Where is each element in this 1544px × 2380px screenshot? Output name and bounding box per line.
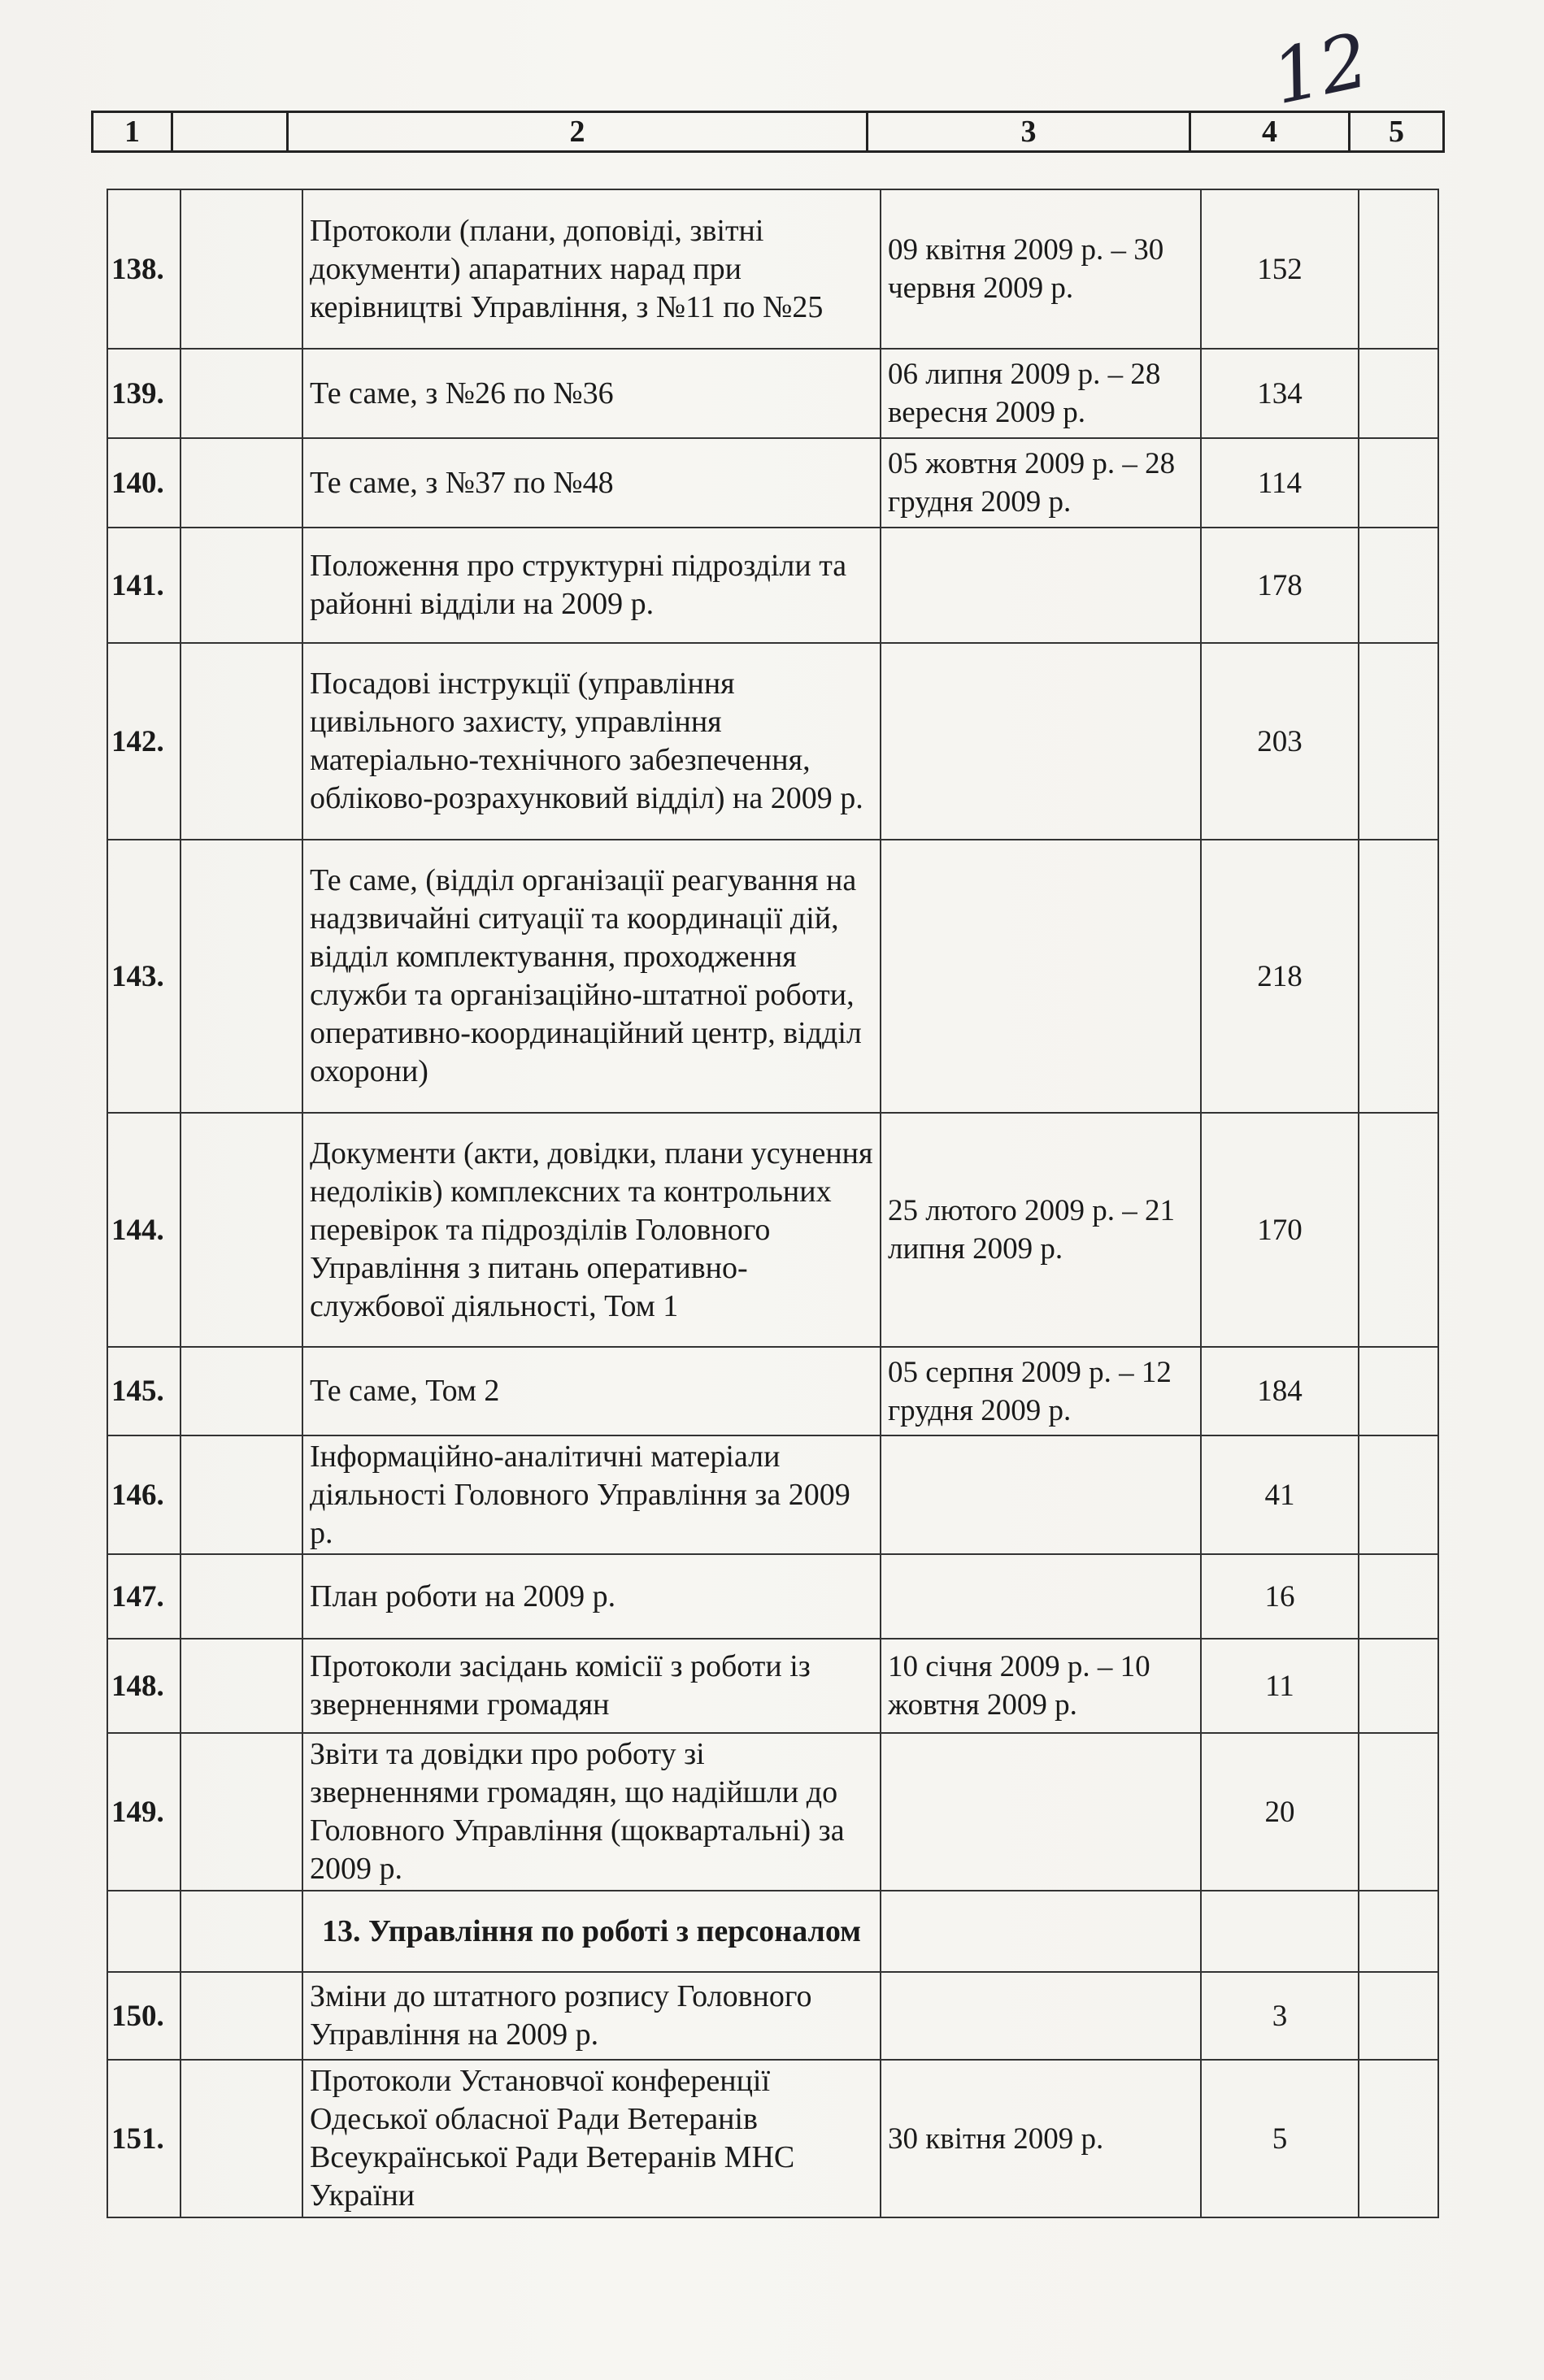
row-number: 139.: [107, 349, 180, 438]
row-number: 148.: [107, 1639, 180, 1733]
row-dates: 30 квітня 2009 р.: [881, 2060, 1201, 2217]
index-cell: [180, 528, 302, 643]
header-col-2: 2: [288, 112, 868, 152]
index-cell: [180, 840, 302, 1113]
row-number: 145.: [107, 1347, 180, 1435]
row-title: Посадові інструкції (управління цивільного захисту, управління матеріально-технічного забезпечення, обліково-розрахунковий відділ) на 2009 р.: [302, 643, 881, 840]
row-dates: 06 липня 2009 р. – 28 вересня 2009 р.: [881, 349, 1201, 438]
section-title: 13. Управління по роботі з персоналом: [302, 1891, 881, 1972]
row-title: Протоколи Установчої конференції Одеської обласної Ради Ветеранів Всеукраїнської Ради Ветеранів МНС України: [302, 2060, 881, 2217]
row-note: [1359, 643, 1438, 840]
section-empty-cell: [881, 1891, 1201, 1972]
row-note: [1359, 1113, 1438, 1347]
row-dates: [881, 1972, 1201, 2060]
section-header-row: [107, 1891, 1438, 1972]
row-dates: 05 жовтня 2009 р. – 28 грудня 2009 р.: [881, 438, 1201, 528]
file-list-table: [107, 189, 1439, 2218]
row-sheets: 184: [1201, 1347, 1359, 1435]
section-empty-cell: [1359, 1891, 1438, 1972]
row-dates: [881, 643, 1201, 840]
row-note: [1359, 1639, 1438, 1733]
table-row: [107, 1435, 1438, 1554]
row-number: 151.: [107, 2060, 180, 2217]
table-row: [107, 643, 1438, 840]
index-cell: [180, 1733, 302, 1891]
header-col-1: 1: [93, 112, 172, 152]
index-cell: [180, 438, 302, 528]
row-note: [1359, 1435, 1438, 1554]
row-sheets: 41: [1201, 1435, 1359, 1554]
row-dates: [881, 1554, 1201, 1639]
row-title: Те саме, з №26 по №36: [302, 349, 881, 438]
row-title: Протоколи (плани, доповіді, звітні документи) апаратних нарад при керівництві Управління, з №11 по №25: [302, 189, 881, 349]
index-cell: [180, 2060, 302, 2217]
row-dates: 05 серпня 2009 р. – 12 грудня 2009 р.: [881, 1347, 1201, 1435]
section-num-cell: [107, 1891, 180, 1972]
index-cell: [180, 1113, 302, 1347]
table-row: [107, 1733, 1438, 1891]
table-row: [107, 2060, 1438, 2217]
row-number: 150.: [107, 1972, 180, 2060]
row-sheets: 16: [1201, 1554, 1359, 1639]
row-note: [1359, 349, 1438, 438]
row-sheets: 218: [1201, 840, 1359, 1113]
row-number: 140.: [107, 438, 180, 528]
index-cell: [180, 643, 302, 840]
row-title: Зміни до штатного розпису Головного Управління на 2009 р.: [302, 1972, 881, 2060]
index-cell: [180, 1972, 302, 2060]
index-cell: [180, 1435, 302, 1554]
table-row: [107, 189, 1438, 349]
row-sheets: 178: [1201, 528, 1359, 643]
row-note: [1359, 1733, 1438, 1891]
index-cell: [180, 1891, 302, 1972]
row-title: Те саме, Том 2: [302, 1347, 881, 1435]
row-sheets: 203: [1201, 643, 1359, 840]
row-dates: 09 квітня 2009 р. – 30 червня 2009 р.: [881, 189, 1201, 349]
row-dates: [881, 1733, 1201, 1891]
row-note: [1359, 528, 1438, 643]
table-row: [107, 438, 1438, 528]
row-title: Звіти та довідки про роботу зі зверненнями громадян, що надійшли до Головного Управління (щоквартальні) за 2009 р.: [302, 1733, 881, 1891]
row-note: [1359, 189, 1438, 349]
row-number: 142.: [107, 643, 180, 840]
handwritten-page-number: 12: [1264, 16, 1377, 122]
row-number: 144.: [107, 1113, 180, 1347]
row-number: 147.: [107, 1554, 180, 1639]
index-cell: [180, 1347, 302, 1435]
index-cell: [180, 189, 302, 349]
index-cell: [180, 1554, 302, 1639]
row-note: [1359, 1347, 1438, 1435]
header-empty-cell: [172, 112, 288, 152]
row-title: Положення про структурні підрозділи та районні відділи на 2009 р.: [302, 528, 881, 643]
row-sheets: 11: [1201, 1639, 1359, 1733]
row-title: Те саме, з №37 по №48: [302, 438, 881, 528]
section-empty-cell: [1201, 1891, 1359, 1972]
row-sheets: 152: [1201, 189, 1359, 349]
row-note: [1359, 2060, 1438, 2217]
row-dates: [881, 528, 1201, 643]
row-title: Документи (акти, довідки, плани усунення недоліків) комплексних та контрольних перевірок та підрозділів Головного Управління з питань оперативно-службової діяльності, Том 1: [302, 1113, 881, 1347]
index-cell: [180, 349, 302, 438]
row-dates: 10 січня 2009 р. – 10 жовтня 2009 р.: [881, 1639, 1201, 1733]
table-row: [107, 1972, 1438, 2060]
row-title: План роботи на 2009 р.: [302, 1554, 881, 1639]
row-note: [1359, 840, 1438, 1113]
row-number: 146.: [107, 1435, 180, 1554]
header-col-5: 5: [1350, 112, 1444, 152]
row-title: Те саме, (відділ організації реагування на надзвичайні ситуації та координації дій, відділ комплектування, проходження служби та організаційно-штатної роботи, оперативно-координаційний центр, відділ охорони): [302, 840, 881, 1113]
row-note: [1359, 438, 1438, 528]
row-number: 149.: [107, 1733, 180, 1891]
row-dates: [881, 840, 1201, 1113]
row-sheets: 134: [1201, 349, 1359, 438]
table-row: [107, 840, 1438, 1113]
row-number: 138.: [107, 189, 180, 349]
header-col-3: 3: [868, 112, 1190, 152]
row-title: Інформаційно-аналітичні матеріали діяльності Головного Управління за 2009 р.: [302, 1435, 881, 1554]
row-sheets: 3: [1201, 1972, 1359, 2060]
index-cell: [180, 1639, 302, 1733]
table-row: [107, 1347, 1438, 1435]
row-number: 143.: [107, 840, 180, 1113]
header-col-4: 4: [1190, 112, 1350, 152]
row-dates: 25 лютого 2009 р. – 21 липня 2009 р.: [881, 1113, 1201, 1347]
table-row: [107, 1113, 1438, 1347]
table-row: [107, 1554, 1438, 1639]
row-note: [1359, 1554, 1438, 1639]
row-sheets: 5: [1201, 2060, 1359, 2217]
row-number: 141.: [107, 528, 180, 643]
column-number-header: [91, 111, 1445, 153]
table-row: [107, 528, 1438, 643]
row-sheets: 170: [1201, 1113, 1359, 1347]
row-sheets: 20: [1201, 1733, 1359, 1891]
table-row: [107, 349, 1438, 438]
row-note: [1359, 1972, 1438, 2060]
row-dates: [881, 1435, 1201, 1554]
row-title: Протоколи засідань комісії з роботи із зверненнями громадян: [302, 1639, 881, 1733]
row-sheets: 114: [1201, 438, 1359, 528]
table-row: [107, 1639, 1438, 1733]
